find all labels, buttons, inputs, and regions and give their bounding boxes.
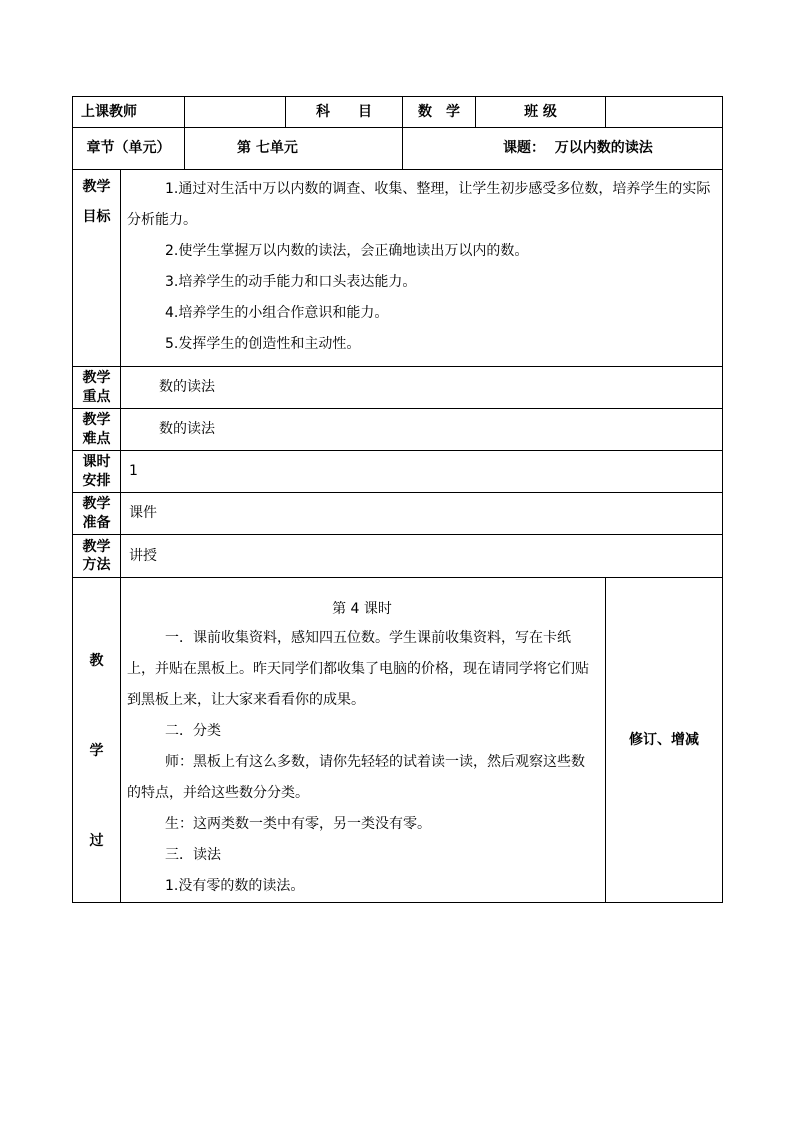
objectives-label-line1: 教学 (82, 179, 111, 195)
difficulties-label-line2: 难点 (82, 430, 111, 447)
topic-label: 课题： (503, 140, 545, 157)
objective-item: 2.使学生掌握万以内数的读法，会正确地读出万以内的数。 (165, 243, 529, 259)
difficulties-label (73, 409, 121, 451)
objective-item: 3.培养学生的动手能力和口头表达能力。 (165, 274, 417, 290)
objective-item: 5.发挥学生的创造性和主动性。 (165, 336, 361, 352)
subject-label: 科 目 (286, 97, 403, 128)
process-paragraph: 师：黑板上有这么多数，请你先轻轻的试着读一读，然后观察这些数的特点，并给这些数分分类。 (127, 754, 585, 801)
chapter-label: 章节（单元） (73, 128, 185, 170)
subject-value: 数 学 (403, 97, 476, 128)
teacher-value (185, 97, 286, 128)
method-label-line2: 方法 (82, 557, 111, 573)
method-label (73, 535, 121, 578)
process-paragraph: 一．课前收集资料，感知四五位数。学生课前收集资料，写在卡纸上，并贴在黑板上。昨天同学们都收集了电脑的价格，现在请同学将它们贴到黑板上来，让大家来看看你的成果。 (127, 630, 589, 708)
objectives-label-line2: 目标 (82, 209, 111, 225)
topic-cell (403, 128, 723, 170)
chapter-row (73, 128, 723, 170)
process-label-char: 学 (89, 743, 104, 760)
key-points-label-line2: 重点 (82, 388, 111, 405)
difficulties-row (73, 409, 723, 451)
objective-item: 4.培养学生的小组合作意识和能力。 (165, 305, 389, 321)
revision-cell: 修订、增减 (606, 578, 723, 903)
process-paragraph: 三．读法 (165, 847, 221, 863)
schedule-row (73, 451, 723, 493)
key-points-label (73, 367, 121, 409)
objectives-content (121, 170, 723, 367)
difficulties-label-line1: 教学 (82, 412, 111, 429)
process-paragraph: 二．分类 (165, 723, 221, 739)
method-row (73, 535, 723, 578)
process-paragraph: 生：这两类数一类中有零，另一类没有零。 (165, 816, 431, 832)
header-row (73, 97, 723, 128)
objectives-label (73, 170, 121, 367)
process-label-char: 教 (89, 653, 104, 669)
teacher-label: 上课教师 (73, 97, 185, 128)
key-points-value: 数的读法 (121, 367, 723, 409)
preparation-label-line1: 教学 (82, 496, 111, 513)
method-label-line1: 教学 (82, 538, 111, 555)
key-points-row (73, 367, 723, 409)
difficulties-value: 数的读法 (121, 409, 723, 451)
class-label: 班 级 (476, 97, 606, 128)
process-label (73, 578, 121, 903)
key-points-label-line1: 教学 (82, 370, 111, 387)
preparation-label (73, 493, 121, 535)
schedule-label (73, 451, 121, 493)
schedule-value: 1 (121, 451, 723, 493)
class-value (606, 97, 723, 128)
schedule-label-line1: 课时 (82, 454, 111, 471)
preparation-row (73, 493, 723, 535)
preparation-label-line2: 准备 (82, 514, 111, 531)
process-paragraph: 1.没有零的数的读法。 (165, 878, 305, 894)
process-label-char: 过 (89, 833, 104, 850)
chapter-value: 第 七单元 (185, 128, 403, 170)
lesson-plan-table (72, 96, 723, 903)
schedule-label-line2: 安排 (82, 472, 111, 489)
process-content (121, 578, 606, 903)
topic-value: 万以内数的读法 (554, 140, 653, 157)
objective-item: 1.通过对生活中万以内数的调查、收集、整理，让学生初步感受多位数，培养学生的实际分析能力。 (127, 181, 711, 228)
process-row (73, 578, 723, 903)
preparation-value: 课件 (121, 493, 723, 535)
objectives-row (73, 170, 723, 367)
lesson-title: 第 4 课时 (332, 601, 392, 617)
method-value: 讲授 (121, 535, 723, 578)
